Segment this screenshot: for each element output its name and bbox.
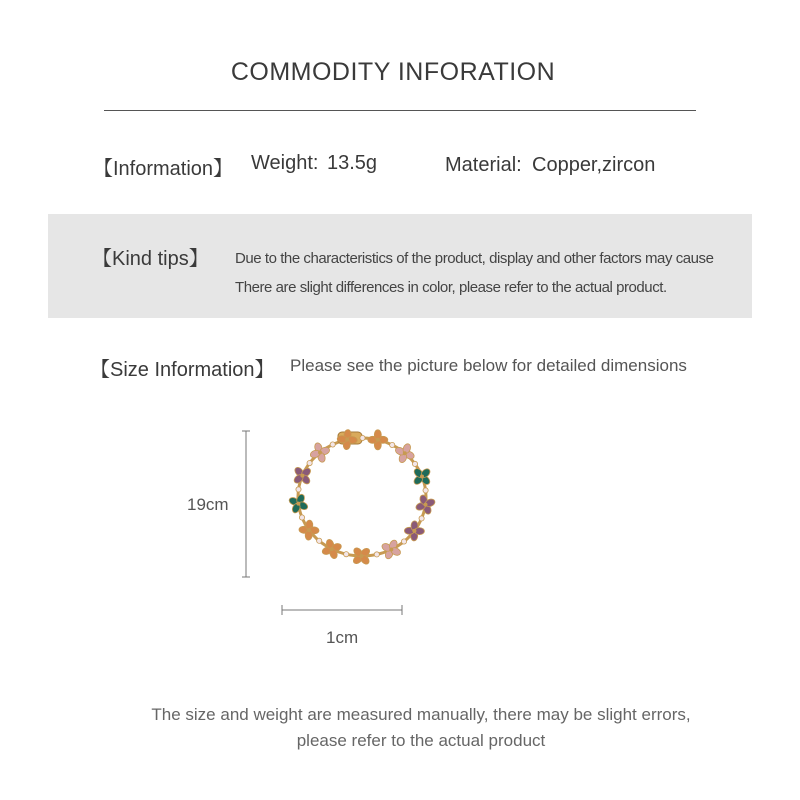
bracelet-zircon [374,552,379,557]
weight-value: 13.5g [327,152,378,174]
kind-tips-label: 【Kind tips】 [92,248,209,270]
bracelet-flower [412,467,431,486]
size-information-note: Please see the picture below for detailed dimensions [290,356,687,375]
measurement-disclaimer [0,702,800,754]
bracelet-zircon [330,442,335,447]
bracelet-flower [321,538,342,559]
bracelet-flower [293,466,313,486]
weight-label: Weight: [251,152,319,174]
bracelet-zircon [299,515,304,520]
bracelet-zircon [401,539,406,544]
width-dimension-label: 1cm [326,628,359,647]
bracelet-zircon [419,516,424,521]
bracelet-zircon [296,487,301,492]
bracelet-flower [288,493,309,514]
bracelet-zircon [307,461,312,466]
bracelet-image [288,429,436,565]
disclaimer-line-1: The size and weight are measured manually, there may be slight errors, [151,705,691,724]
height-dimension-line [242,431,250,577]
material-label: Material: [445,154,522,176]
bracelet-zircon [317,538,322,543]
height-dimension-label: 19cm [187,495,229,514]
kind-tips-line-1: Due to the characteristics of the product, display and other factors may cause [235,250,714,267]
kind-tips-line-2: There are slight differences in color, please refer to the actual product. [235,279,667,296]
material-value: Copper,zircon [532,154,656,176]
bracelet-zircon [423,488,428,493]
width-dimension-line [282,605,402,615]
bracelet-zircon [360,435,365,440]
bracelet-flower [368,430,388,450]
bracelet-zircon [412,461,417,466]
bracelet-zircon [344,552,349,557]
page-title: COMMODITY INFORATION [230,58,556,86]
information-label: 【Information】 [93,158,234,180]
disclaimer-line-2: please refer to the actual product [296,731,546,750]
bracelet-zircon [390,442,395,447]
bracelet-flower [381,539,402,560]
size-information-label: 【Size Information】 [90,359,275,381]
bracelet-flower [415,494,436,515]
